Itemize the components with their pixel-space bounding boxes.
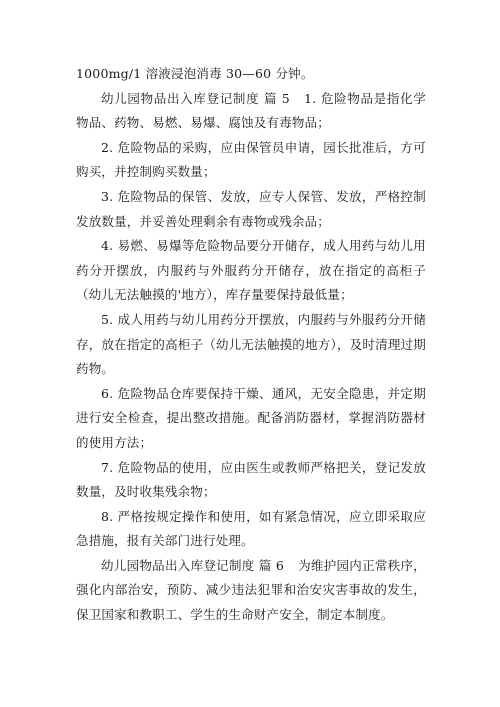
paragraph-disinfection-note: 1000mg/1 溶液浸泡消毒 30—60 分钟。 [76,66,314,81]
document-page [76,62,426,628]
rule-1-text: 1. 危险物品是指化学物品、药物、易燃、易爆、腐蚀及有毒物品； [76,90,426,131]
paragraph-section-6-intro [76,554,426,628]
paragraph-rule-7: 7. 危险物品的使用，应由医生或教师严格把关，登记发放数量，及时收集残余物； [76,459,426,500]
section-6-text: 为维护园内正常秩序，强化内部治安，预防、减少违法犯罪和治安灾害事故的发生，保卫国家和教职工、学生的生命财产安全，制定本制度。 [76,557,426,623]
paragraph-rule-8: 8. 严格按规定操作和使用，如有紧急情况，应立即采取应急措施，报有关部门进行处理。 [76,508,426,549]
paragraph-rule-4: 4. 易燃、易爆等危险物品要分开储存，成人用药与幼儿用药分开摆放，内服药与外服药分开储存，放在指定的高柜子（幼儿无法触摸的'地方），库存量要保持最低量； [76,238,426,303]
section-6-title: 幼儿园物品出入库登记制度 篇 6 [101,557,285,573]
paragraph-rule-3: 3. 危险物品的保管、发放，应专人保管、发放，严格控制发放数量，并妥善处理剩余有毒物或残余品； [76,188,426,229]
section-5-title: 幼儿园物品出入库登记制度 篇 5 [101,90,290,106]
paragraph-rule-2: 2. 危险物品的采购，应由保管员申请，园长批准后，方可购买，并控制购买数量； [76,139,426,180]
paragraph-rule-5: 5. 成人用药与幼儿用药分开摆放，内服药与外服药分开储存，放在指定的高柜子（幼儿无法触摸的地方），及时清理过期药物。 [76,311,426,377]
paragraph-rule-6: 6. 危险物品仓库要保持干燥、通风，无安全隐患，并定期进行安全检查，提出整改措施。配备消防器材，掌握消防器材的使用方法； [76,385,426,450]
paragraph-section-5-intro [76,87,426,136]
